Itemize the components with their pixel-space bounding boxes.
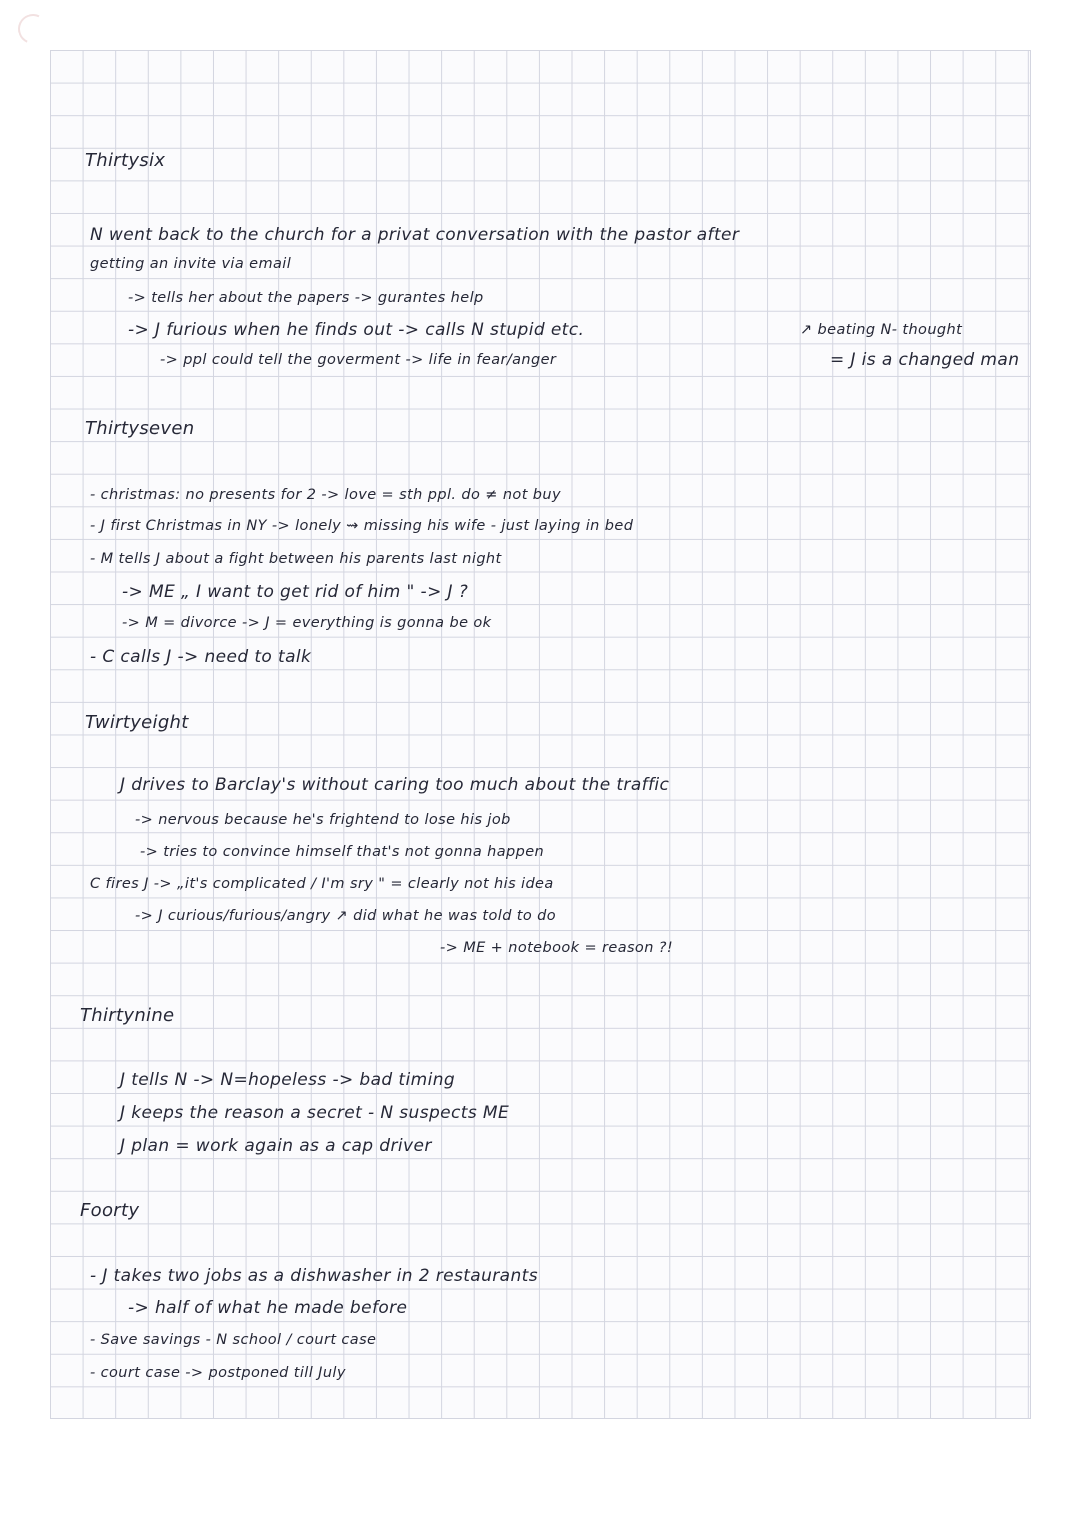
note-line: -> J furious when he finds out -> calls N stupid etc.: [128, 320, 585, 340]
note-line: - J first Christmas in NY -> lonely ⇝ missing his wife - just laying in bed: [90, 518, 634, 534]
note-line: - court case -> postponed till July: [90, 1365, 346, 1381]
note-line: - Save savings - N school / court case: [90, 1332, 377, 1348]
note-line: C fires J -> „it's complicated / I'm sry " = clearly not his idea: [90, 876, 554, 892]
note-line: -> nervous because he's frightend to lose his job: [135, 812, 511, 828]
note-line: -> J curious/furious/angry ↗ did what he was told to do: [135, 908, 557, 924]
note-line: getting an invite via email: [90, 256, 292, 272]
note-line: - christmas: no presents for 2 -> love = sth ppl. do ≠ not buy: [90, 487, 561, 503]
note-line: -> half of what he made before: [128, 1298, 408, 1318]
note-line: -> tries to convince himself that's not gonna happen: [140, 844, 545, 860]
note-line: J plan = work again as a cap driver: [120, 1136, 432, 1156]
note-line: -> M = divorce -> J = everything is gonna be ok: [122, 615, 492, 631]
note-line: J drives to Barclay's without caring too much about the traffic: [120, 775, 670, 795]
section-title-thirtynine: Thirtynine: [80, 1005, 175, 1026]
section-title-foorty: Foorty: [80, 1200, 140, 1221]
note-line: = J is a changed man: [830, 350, 1020, 370]
section-title-thirtysix: Thirtysix: [85, 150, 166, 171]
note-line: N went back to the church for a privat conversation with the pastor after: [90, 225, 740, 245]
note-line: - J takes two jobs as a dishwasher in 2 restaurants: [90, 1266, 538, 1286]
note-line: - C calls J -> need to talk: [90, 647, 312, 667]
corner-decoration: [14, 10, 52, 48]
note-line: -> tells her about the papers -> gurantes help: [128, 290, 484, 306]
note-annotation: ↗ beating N- thought: [800, 322, 963, 338]
note-line: -> ME „ I want to get rid of him " -> J ?: [122, 582, 469, 602]
note-line: - M tells J about a fight between his parents last night: [90, 551, 502, 567]
note-line: -> ME + notebook = reason ?!: [440, 940, 674, 956]
note-line: J keeps the reason a secret - N suspects ME: [120, 1103, 510, 1123]
note-line: -> ppl could tell the goverment -> life in fear/anger: [160, 352, 557, 368]
section-title-thirtyseven: Thirtyseven: [85, 418, 195, 439]
section-title-twirtyeight: Twirtyeight: [85, 712, 189, 733]
note-line: J tells N -> N=hopeless -> bad timing: [120, 1070, 456, 1090]
